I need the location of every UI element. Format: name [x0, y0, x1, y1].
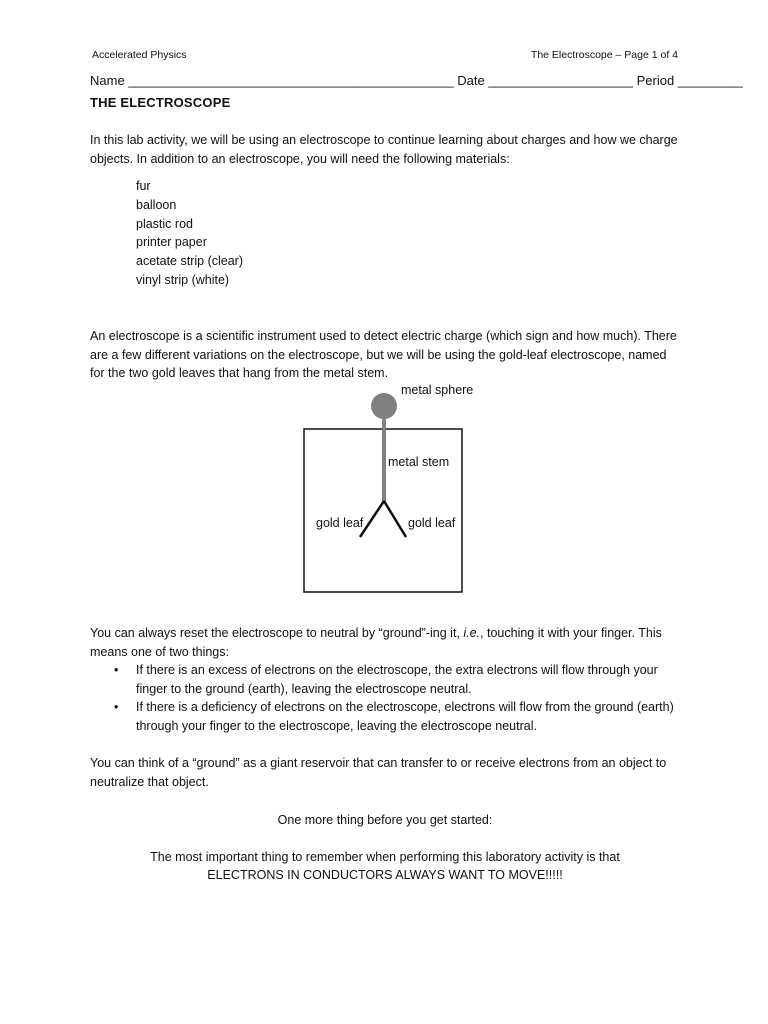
gold-leaf-left — [360, 501, 384, 537]
name-date-period-row — [90, 72, 743, 90]
material-item: printer paper — [136, 235, 207, 250]
bullet-text: If there is a deficiency of electrons on the electroscope, electrons will flow from the ground (earth) through your finger to the electroscope, leaving the electroscope neutral. — [136, 700, 674, 733]
one-more-line: One more thing before you get started: — [277, 813, 493, 827]
label-metal-sphere: metal sphere — [401, 383, 474, 397]
course-header: Accelerated Physics — [92, 49, 187, 61]
reset-paragraph — [90, 624, 680, 661]
intro-paragraph: In this lab activity, we will be using an electroscope to continue learning about charges and how we charge objects. In addition to an electroscope, you will need the following materials: — [90, 133, 678, 166]
reset-text-ie: i.e. — [463, 626, 481, 640]
bullet-item — [90, 661, 680, 698]
grounding-bullet-list — [90, 661, 680, 735]
description-paragraph: An electroscope is a scientific instrument used to detect electric charge (which sign and how much). There are a few different variations on the electroscope, but we will be using the gold-leaf electroscope, named for the two gold leaves that hang from the metal stem. — [90, 329, 677, 380]
date-label: Date — [457, 73, 485, 88]
name-label: Name — [90, 73, 125, 88]
period-blank: _________ — [677, 73, 743, 88]
date-blank: ____________________ — [488, 73, 633, 88]
page-title: THE ELECTROSCOPE — [90, 95, 231, 110]
label-gold-leaf-right: gold leaf — [408, 516, 456, 530]
label-metal-stem: metal stem — [388, 455, 450, 469]
material-item: vinyl strip (white) — [136, 272, 230, 287]
bullet-marker: • — [114, 700, 119, 714]
material-item: acetate strip (clear) — [136, 254, 243, 269]
metal-sphere — [371, 393, 397, 419]
reset-text-before: You can always reset the electroscope to neutral by “ground”-ing it, — [90, 626, 464, 640]
material-item: balloon — [136, 197, 177, 212]
material-item: fur — [136, 179, 151, 193]
materials-list — [136, 177, 243, 290]
name-blank: _____________________________________________ — [128, 73, 454, 88]
important-line: The most important thing to remember when performing this laboratory activity is that — [150, 850, 620, 864]
electroscope-diagram — [300, 378, 480, 598]
bullet-text: If there is an excess of electrons on the electroscope, the extra electrons will flow through your finger to the ground (earth), leaving the electroscope neutral. — [136, 663, 658, 696]
reset-text-after: , touching it with your finger. This means one of two things: — [90, 626, 662, 659]
bullet-item — [90, 698, 680, 735]
label-gold-leaf-left: gold leaf — [316, 516, 364, 530]
period-label: Period — [636, 73, 675, 88]
page-info-header: The Electroscope – Page 1 of 4 — [530, 49, 678, 61]
gold-leaf-right — [384, 501, 406, 537]
ground-paragraph: You can think of a “ground” as a giant reservoir that can transfer to or receive electrons from an object to neutralize that object. — [90, 756, 667, 789]
bullet-marker: • — [114, 663, 119, 677]
material-item: plastic rod — [136, 216, 193, 231]
important-emphasis-line: ELECTRONS IN CONDUCTORS ALWAYS WANT TO MOVE!!!!! — [207, 868, 563, 882]
